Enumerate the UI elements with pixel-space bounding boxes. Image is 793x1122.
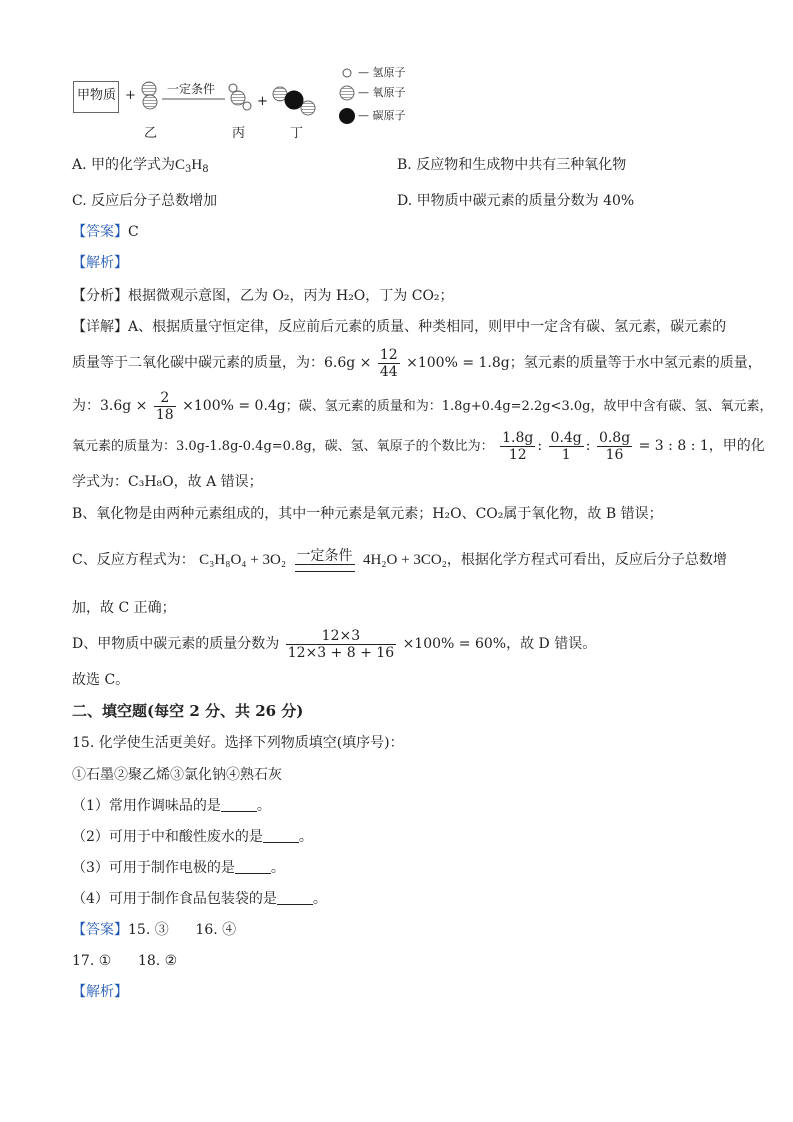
q14-detail-line5: 学式为：C₃H₈O，故 A 错误；: [72, 474, 263, 490]
legend-oxygen: — 氧原子: [358, 86, 406, 99]
blank-1: [221, 797, 257, 812]
q14-detail-line2: 质量等于二氧化碳中碳元素的质量，为：6.6g × $\frac{12}{44}$ ×100% = 1.8g；氢元素的质量等于水中氢元素的质量，: [72, 346, 762, 380]
legend-carbon: — 碳原子: [358, 109, 406, 122]
q14-answer: 【答案】C: [72, 224, 139, 240]
q14-detail-line8: 加，故 C 正确；: [72, 600, 176, 616]
plus-1: +: [125, 88, 136, 103]
water-molecule-bing: [229, 84, 251, 110]
q15-stem: 15. 化学使生活更美好。选择下列物质填空(填序号)：: [72, 735, 404, 751]
q15-sub3: （3）可用于制作电极的是 。: [72, 860, 285, 876]
fraction-2-18: $\frac{2}{18}$: [155, 389, 174, 423]
label-ding: 丁: [290, 126, 304, 141]
fraction-o: $\frac{0.8g}{16}$: [598, 429, 631, 463]
option-d: D. 甲物质中碳元素的质量分数为 40%: [397, 193, 635, 209]
hydrogen-legend-icon: [343, 69, 351, 77]
q14-detail-line9: D、甲物质中碳元素的质量分数为 $\frac{12\times 3}{12\times 3 + 8 + 16}$ ×100% = 60%，故 D 错误。: [72, 627, 597, 661]
q15-answer-line2: 17. ① 18. ②: [72, 953, 178, 969]
q14-detail-line6: B、氧化物是由两种元素组成的，其中一种元素是氧元素；H₂O、CO₂属于氧化物，故 B 错误；: [72, 506, 663, 522]
option-b: B. 反应物和生成物中共有三种氧化物: [397, 157, 627, 173]
label-bing: 丙: [232, 126, 246, 141]
q14-detail-line7: C、反应方程式为： C₃H₈O₄ + 3O₂ 一定条件 4H₂O + 3CO₂，根据化学方程式可看出，反应后分子总数增: [72, 540, 727, 580]
equation-condition: 一定条件: [295, 548, 355, 572]
blank-3: [235, 859, 271, 874]
legend-hydrogen: — 氢原子: [358, 66, 406, 79]
fraction-12-44: $\frac{12}{44}$: [379, 346, 398, 380]
option-c: C. 反应后分子总数增加: [72, 193, 218, 209]
section2-title: 二、填空题(每空 2 分、共 26 分): [72, 702, 304, 720]
reaction-diagram: [70, 60, 420, 145]
jia-label: 甲物质: [77, 88, 117, 103]
q14-analysis-tag: 【解析】: [72, 255, 128, 271]
carbon-legend-icon: [339, 108, 355, 124]
option-a: A. 甲的化学式为$C_3H_8$: [72, 157, 209, 175]
q14-detail-line3: 为：3.6g × $\frac{2}{18}$ ×100% = 0.4g；碳、氢元素的质量和为：1.8g+0.4g=2.2g<3.0g，故甲中含有碳、氢、氧元素，: [72, 389, 773, 423]
blank-4: [277, 890, 313, 905]
oxygen-legend-icon: [340, 86, 354, 100]
q15-answer: 【答案】15. ③ 16. ④: [72, 922, 237, 938]
q15-choices: ①石墨②聚乙烯③氯化钠④熟石灰: [72, 767, 282, 783]
q15-sub1: （1）常用作调味品的是 。: [72, 798, 271, 814]
oxygen-molecule-yi: [142, 82, 157, 109]
fraction-carbon-percent: $\frac{12\times 3}{12\times 3 + 8 + 16}$: [287, 627, 395, 661]
condition-label: 一定条件: [167, 82, 216, 96]
blank-2: [263, 828, 299, 843]
fraction-h: $\frac{0.4g}{1}$: [550, 429, 582, 463]
q14-detail-line4: 氧元素的质量为：3.0g-1.8g-0.4g=0.8g，碳、氢、氧原子的个数比为： $\frac{1.8g}{12}$ : $\frac{0.4g}{1}$ : $\frac{0.8g}{16}$ = 3 : 8 : 1，甲的化: [72, 429, 765, 463]
q15-sub2: （2）可用于中和酸性废水的是 。: [72, 829, 313, 845]
q15-analysis-tag: 【解析】: [72, 984, 128, 1000]
label-yi: 乙: [144, 126, 158, 141]
plus-2: +: [257, 94, 268, 109]
q14-conclusion: 故选 C。: [72, 672, 130, 688]
q15-sub4: （4）可用于制作食品包装袋的是 。: [72, 891, 327, 907]
co2-molecule-ding: [273, 87, 315, 115]
q14-fenxi: 【分析】根据微观示意图，乙为 O₂，丙为 H₂O，丁为 CO₂；: [72, 288, 454, 304]
fraction-c: $\frac{1.8g}{12}$: [502, 429, 534, 463]
q14-detail-line1: 【详解】A、根据质量守恒定律，反应前后元素的质量、种类相同，则甲中一定含有碳、氢元素，碳元素的: [72, 319, 727, 335]
